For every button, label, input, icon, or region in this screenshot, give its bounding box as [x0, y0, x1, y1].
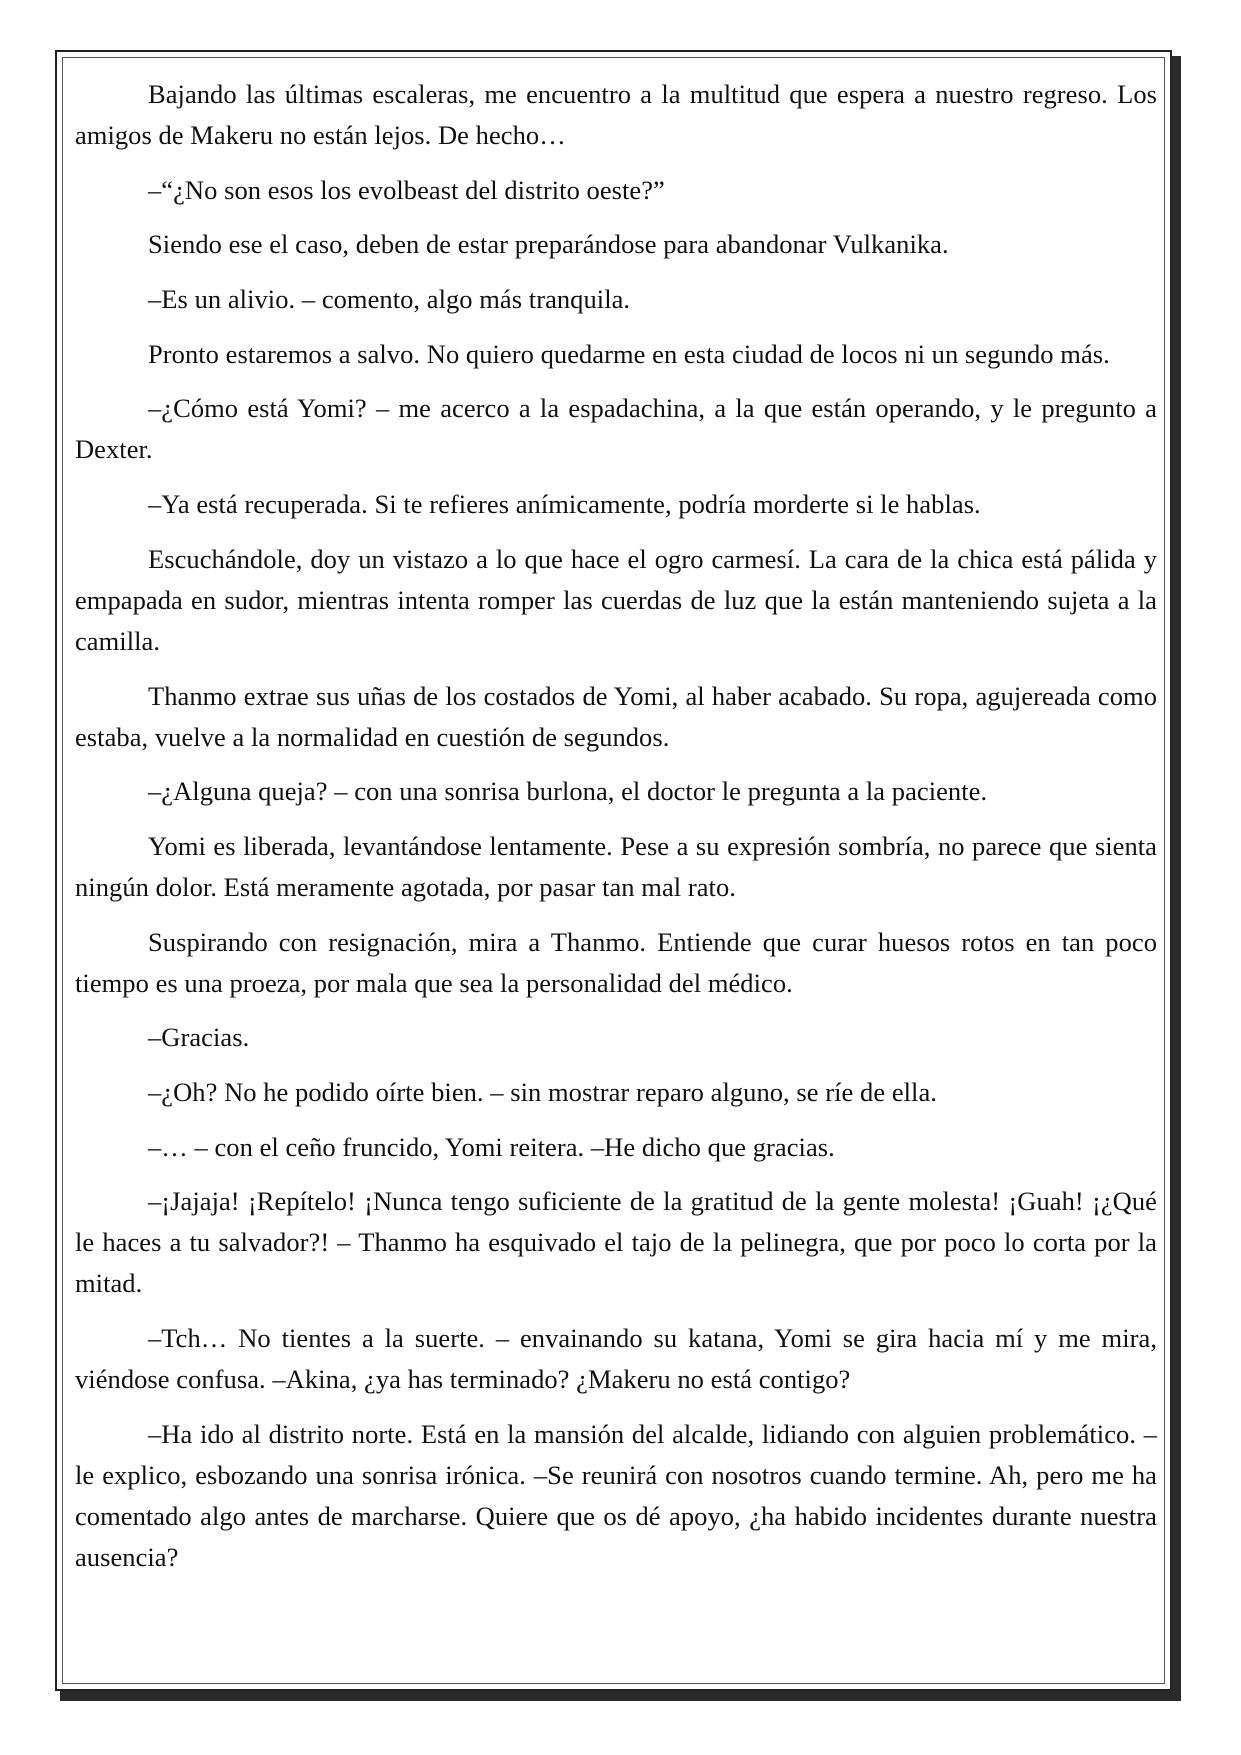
paragraph: –¿Alguna queja? – con una sonrisa burlona, el doctor le pregunta a la paciente. — [148, 776, 988, 807]
paragraph: –¡Jajaja! ¡Repítelo! ¡Nunca tengo suficiente de la gratitud de la gente molesta! ¡Guah! ¡¿Qué le haces a tu salvador?! – Thanmo ha esquivado el tajo de la pelinegra, que por poco lo corta por la mitad. — [75, 1186, 1157, 1299]
paragraph: –… – con el ceño fruncido, Yomi reitera. –He dicho que gracias. — [148, 1131, 835, 1162]
paragraph: –Ya está recuperada. Si te refieres anímicamente, podría morderte si le hablas. — [148, 489, 981, 520]
paragraph: Yomi es liberada, levantándose lentamente. Pese a su expresión sombría, no parece que sienta ningún dolor. Está meramente agotada, por pasar tan mal rato. — [75, 830, 1157, 902]
paragraph: –Gracias. — [148, 1022, 250, 1053]
paragraph: –¿Oh? No he podido oírte bien. – sin mostrar reparo alguno, se ríe de ella. — [148, 1076, 937, 1107]
paragraph: –¿Cómo está Yomi? – me acerco a la espadachina, a la que están operando, y le pregunto a Dexter. — [75, 393, 1157, 465]
paragraph: –Es un alivio. – comento, algo más tranquila. — [148, 284, 631, 315]
document-text — [75, 74, 1157, 1591]
paragraph: Escuchándole, doy un vistazo a lo que hace el ogro carmesí. La cara de la chica está pálida y empapada en sudor, mientras intenta romper las cuerdas de luz que la están manteniendo sujeta a la camilla. — [75, 543, 1157, 656]
paragraph: –Tch… No tientes a la suerte. – envainando su katana, Yomi se gira hacia mí y me mira, viéndose confusa. –Akina, ¿ya has terminado? ¿Makeru no está contigo? — [75, 1323, 1157, 1394]
paragraph: Suspirando con resignación, mira a Thanmo. Entiende que curar huesos rotos en tan poco tiempo es una proeza, por mala que sea la personalidad del médico. — [75, 926, 1157, 998]
paragraph: Siendo ese el caso, deben de estar preparándose para abandonar Vulkanika. — [148, 229, 949, 260]
paragraph: Bajando las últimas escaleras, me encuentro a la multitud que espera a nuestro regreso. Los amigos de Makeru no están lejos. De hecho… — [75, 79, 1157, 150]
paragraph: –Ha ido al distrito norte. Está en la mansión del alcalde, lidiando con alguien problemático. – le explico, esbozando una sonrisa irónica. –Se reunirá con nosotros cuando termine. Ah, pero me ha comentado algo antes de marcharse. Quiere que os dé apoyo, ¿ha habido incidentes durante nuestra ausencia? — [75, 1418, 1157, 1572]
paragraph: –“¿No son esos los evolbeast del distrito oeste?” — [148, 174, 665, 205]
paragraph: Thanmo extrae sus uñas de los costados de Yomi, al haber acabado. Su ropa, agujereada como estaba, vuelve a la normalidad en cuestión de segundos. — [75, 680, 1157, 752]
paragraph: Pronto estaremos a salvo. No quiero quedarme en esta ciudad de locos ni un segundo más. — [148, 338, 1110, 369]
